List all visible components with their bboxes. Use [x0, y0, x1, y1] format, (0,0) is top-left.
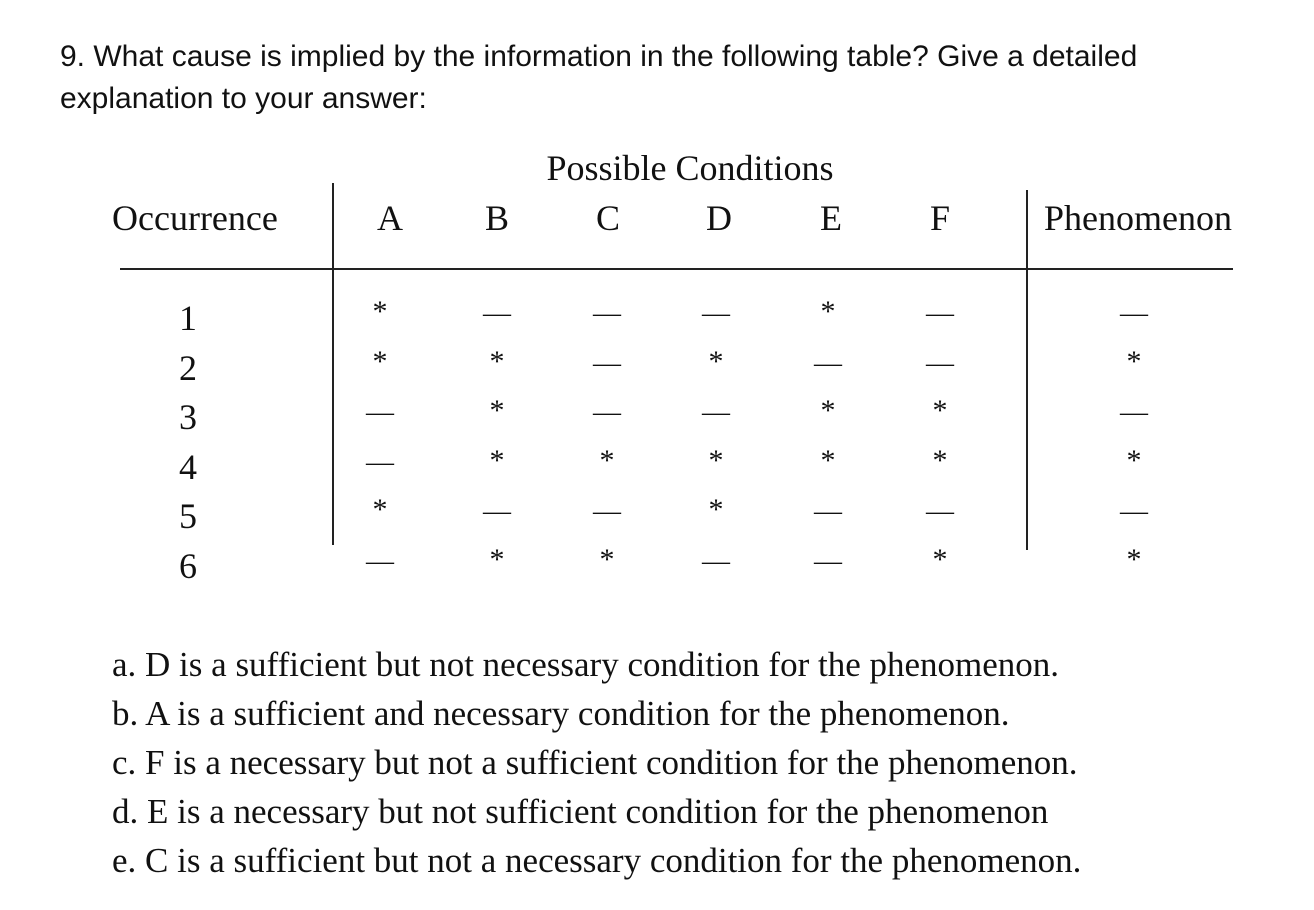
condition-cell-a: *	[372, 493, 388, 526]
condition-cell-e: —	[814, 496, 842, 527]
condition-cell-c: —	[593, 347, 621, 379]
condition-cell-a: —	[366, 545, 394, 577]
condition-cell-a: *	[372, 295, 388, 328]
condition-cell-d: —	[702, 397, 730, 428]
occurrence-header: Occurrence	[112, 198, 278, 238]
header-rule	[120, 268, 1233, 270]
phenomenon-cell: —	[1120, 298, 1148, 329]
condition-cell-f: —	[926, 496, 954, 527]
phenomenon-cell: *	[1126, 443, 1142, 477]
condition-cell-b: *	[489, 542, 505, 576]
condition-cell-c: —	[593, 298, 621, 329]
condition-cell-c: *	[599, 443, 615, 477]
condition-cell-a: —	[366, 397, 394, 428]
occurrence-number: 5	[179, 496, 197, 536]
answer-choice-a: a. D is a sufficient but not necessary condition for the phenomenon.	[112, 645, 1060, 684]
condition-cell-a: *	[372, 344, 388, 378]
condition-cell-e: —	[814, 347, 842, 379]
right-divider	[1026, 190, 1028, 550]
condition-cell-e: *	[820, 295, 836, 328]
occurrence-number: 6	[179, 545, 197, 586]
condition-cell-d: —	[702, 298, 730, 329]
condition-cell-d: —	[702, 545, 730, 577]
condition-header-d: D	[706, 198, 732, 238]
condition-cell-e: *	[820, 394, 836, 427]
question-text: 9. What cause is implied by the information in the following table? Give a detailed explanation to your answer:	[60, 40, 1138, 115]
left-divider	[332, 183, 334, 545]
condition-header-f: F	[929, 198, 951, 238]
condition-cell-b: *	[489, 344, 505, 378]
condition-cell-c: —	[593, 397, 621, 428]
condition-cell-c: *	[599, 542, 615, 576]
table-title: Possible Conditions	[546, 148, 834, 188]
occurrence-number: 2	[179, 347, 197, 388]
condition-cell-f: *	[932, 542, 948, 576]
occurrence-number: 3	[179, 397, 197, 437]
condition-cell-d: *	[708, 443, 724, 477]
condition-cell-f: *	[932, 443, 948, 477]
phenomenon-cell: —	[1120, 397, 1148, 428]
condition-cell-b: —	[483, 298, 511, 329]
condition-cell-e: —	[814, 545, 842, 577]
phenomenon-header: Phenomenon	[1044, 198, 1232, 238]
condition-cell-d: *	[708, 344, 724, 378]
condition-cell-a: —	[366, 446, 394, 478]
condition-cell-d: *	[708, 493, 724, 526]
phenomenon-cell: *	[1126, 344, 1142, 378]
occurrence-number: 4	[179, 446, 197, 487]
condition-header-c: C	[595, 198, 621, 238]
condition-cell-b: —	[483, 496, 511, 527]
answer-choice-c: c. F is a necessary but not a sufficient condition for the phenomenon.	[112, 743, 1078, 782]
condition-cell-f: —	[926, 347, 954, 379]
condition-cell-e: *	[820, 443, 836, 477]
condition-cell-b: *	[489, 443, 505, 477]
condition-cell-f: *	[932, 394, 948, 427]
answer-choice-d: d. E is a necessary but not sufficient condition for the phenomenon	[112, 792, 1049, 831]
phenomenon-cell: —	[1120, 496, 1148, 527]
answer-choice-e: e. C is a sufficient but not a necessary condition for the phenomenon.	[112, 841, 1082, 880]
condition-header-e: E	[820, 198, 842, 238]
condition-header-a: A	[377, 198, 403, 238]
condition-cell-c: —	[593, 496, 621, 527]
condition-cell-f: —	[926, 298, 954, 329]
condition-header-b: B	[484, 198, 510, 238]
answer-choice-b: b. A is a sufficient and necessary condition for the phenomenon.	[112, 694, 1010, 733]
occurrence-number: 1	[179, 298, 197, 338]
answer-choices	[112, 640, 1302, 885]
condition-cell-b: *	[489, 394, 505, 427]
phenomenon-cell: *	[1126, 542, 1142, 576]
